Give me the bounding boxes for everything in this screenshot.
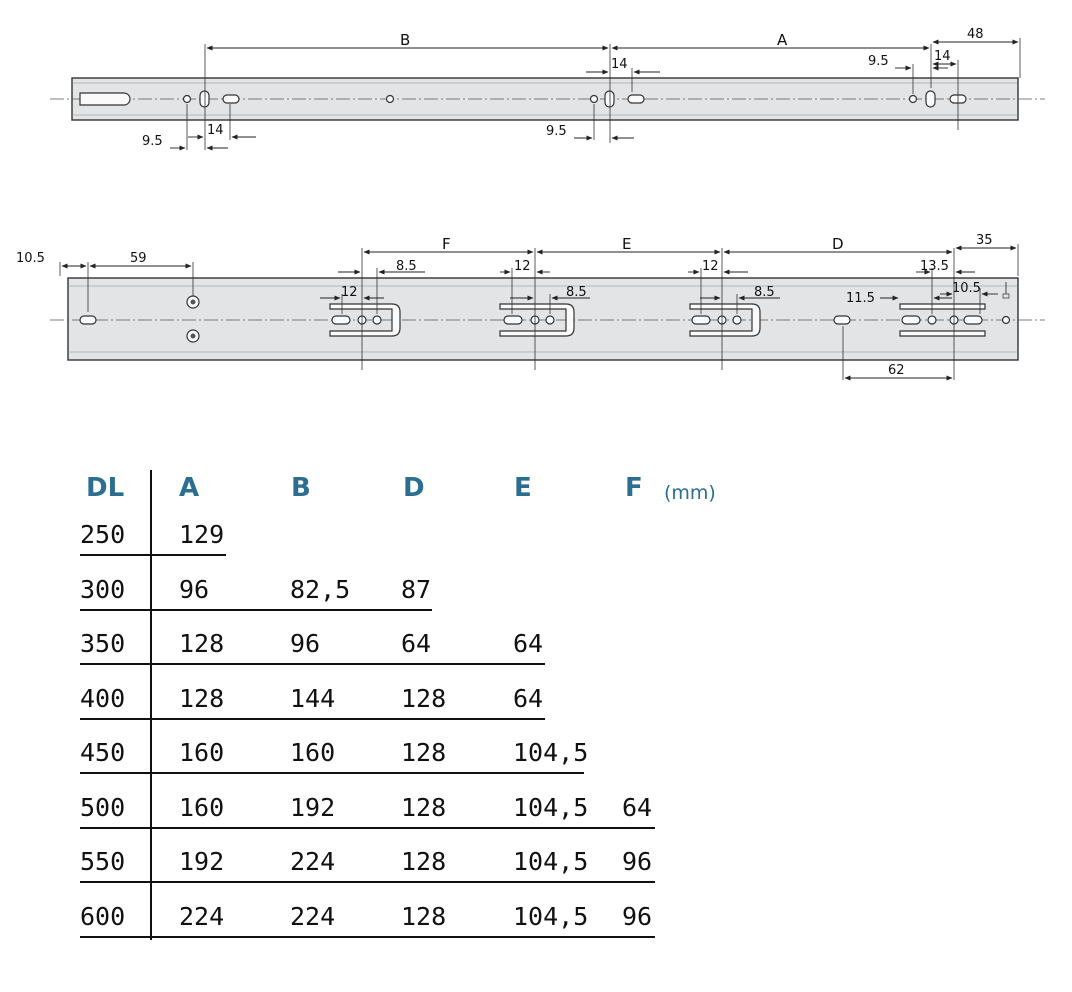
cell-b: 224 xyxy=(290,847,336,876)
cell-dl: 300 xyxy=(80,574,126,604)
cell-dl: 450 xyxy=(80,738,126,767)
dim-14-left: 14 xyxy=(207,123,224,138)
cell-dl: 350 xyxy=(80,629,126,658)
cell-e: 104,5 xyxy=(513,738,589,767)
header-b: B xyxy=(291,473,311,503)
cell-d: 128 xyxy=(401,683,447,713)
cell-e: 104,5 xyxy=(513,847,589,876)
dim-62: 62 xyxy=(888,363,905,378)
dim-13-5: 13.5 xyxy=(920,259,949,274)
dim-8-5-d: 8.5 xyxy=(754,285,775,300)
header-d: D xyxy=(403,473,425,503)
cell-dl: 400 xyxy=(80,683,126,713)
row-underline xyxy=(80,881,655,883)
cell-a: 160 xyxy=(179,792,225,822)
dim-9-5-mid: 9.5 xyxy=(546,124,567,139)
dim-label-e: E xyxy=(622,235,632,253)
top-rail xyxy=(50,27,1045,150)
unit-label: (mm) xyxy=(664,482,716,504)
cell-a: 224 xyxy=(179,901,225,931)
row-underline xyxy=(80,936,655,938)
dim-48: 48 xyxy=(967,27,984,42)
dim-8-5-e: 8.5 xyxy=(566,285,587,300)
cell-f: 64 xyxy=(622,792,653,822)
cell-b: 144 xyxy=(290,683,336,713)
cell-d: 64 xyxy=(401,629,432,658)
cell-f: 96 xyxy=(622,901,653,931)
dim-label-d: D xyxy=(832,235,844,253)
cell-e: 104,5 xyxy=(513,792,589,822)
dim-label-f: F xyxy=(442,235,451,253)
dim-59: 59 xyxy=(130,251,147,266)
row-underline xyxy=(80,827,655,829)
cell-b: 82,5 xyxy=(290,574,351,604)
cell-dl: 500 xyxy=(80,792,126,822)
dim-12-f: 12 xyxy=(341,285,358,300)
cell-d: 128 xyxy=(401,901,447,931)
cell-a: 128 xyxy=(179,629,225,658)
dim-12-e: 12 xyxy=(514,259,531,274)
bottom-rail xyxy=(16,233,1045,380)
dim-10-5-right: 10.5 xyxy=(952,281,981,296)
row-underline xyxy=(80,772,584,774)
cell-dl: 600 xyxy=(80,901,126,931)
header-f: F xyxy=(625,473,643,503)
cell-d: 128 xyxy=(401,792,447,822)
dim-14-mid: 14 xyxy=(611,57,628,72)
dim-14-right: 14 xyxy=(934,49,951,64)
cell-b: 96 xyxy=(290,629,321,658)
cell-dl: 550 xyxy=(80,847,126,876)
dim-8-5-f: 8.5 xyxy=(396,259,417,274)
rail-drawing xyxy=(0,0,1072,420)
cell-b: 192 xyxy=(290,792,336,822)
cell-dl: 250 xyxy=(80,520,126,549)
header-e: E xyxy=(514,473,532,503)
cell-a: 128 xyxy=(179,683,225,713)
cell-a: 192 xyxy=(179,847,225,876)
dim-10-5-left: 10.5 xyxy=(16,251,45,266)
dim-11-5: 11.5 xyxy=(846,291,875,306)
cell-e: 104,5 xyxy=(513,901,589,931)
dim-9-5-right: 9.5 xyxy=(868,54,889,69)
header-dl: DL xyxy=(86,473,125,503)
cell-e: 64 xyxy=(513,629,544,658)
cell-d: 87 xyxy=(401,574,432,604)
dim-35: 35 xyxy=(976,233,993,248)
cell-b: 224 xyxy=(290,901,336,931)
dim-label-a: A xyxy=(777,31,788,49)
dim-label-b: B xyxy=(400,31,411,49)
row-underline xyxy=(80,554,226,556)
cell-a: 96 xyxy=(179,574,210,604)
dim-9-5-left: 9.5 xyxy=(142,134,163,149)
cell-d: 128 xyxy=(401,738,447,767)
row-underline xyxy=(80,718,545,720)
table-divider xyxy=(150,470,152,940)
dimension-table xyxy=(0,440,1072,992)
cell-b: 160 xyxy=(290,738,336,767)
cell-d: 128 xyxy=(401,847,447,876)
cell-a: 160 xyxy=(179,738,225,767)
row-underline xyxy=(80,663,545,665)
header-a: A xyxy=(179,473,200,503)
cell-f: 96 xyxy=(622,847,653,876)
cell-e: 64 xyxy=(513,683,544,713)
cell-a: 129 xyxy=(179,520,225,549)
row-underline xyxy=(80,609,432,611)
dim-12-d: 12 xyxy=(702,259,719,274)
